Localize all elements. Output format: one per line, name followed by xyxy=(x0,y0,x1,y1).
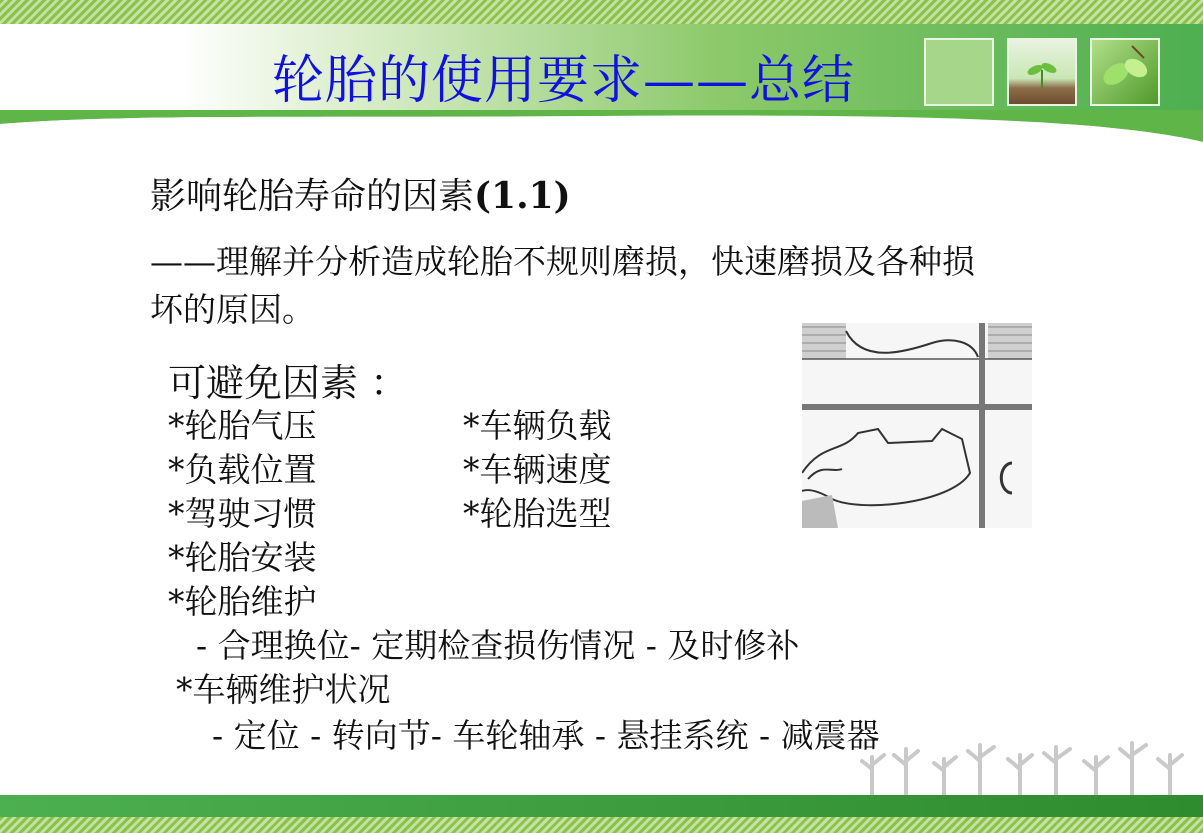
leaves-icon xyxy=(1092,40,1158,104)
description-line-2: 坏的原因。 xyxy=(150,290,315,329)
right-item: *轮胎选型 xyxy=(463,494,612,533)
tire-cross-section-figure xyxy=(802,323,1032,528)
plant-silhouette-decoration xyxy=(860,735,1190,797)
footer-band xyxy=(0,795,1203,817)
left-item: *驾驶习惯 xyxy=(168,494,317,533)
left-item: *轮胎气压 xyxy=(168,406,317,445)
section-heading: 可避免因素 ： xyxy=(168,361,409,405)
top-decorative-stripe xyxy=(0,0,1203,24)
right-item: *车辆速度 xyxy=(463,450,612,489)
thumbnail-sprout xyxy=(1007,38,1077,106)
thumbnail-leaves xyxy=(1090,38,1160,106)
maintenance-detail: - 合理换位- 定期检查损伤情况 - 及时修补 xyxy=(196,626,800,665)
left-item: *轮胎维护 xyxy=(168,582,317,621)
slide-subtitle xyxy=(150,168,571,219)
sprout-icon xyxy=(1009,40,1075,104)
vehicle-item: *车辆维护状况 xyxy=(176,670,391,709)
bottom-decorative-stripe xyxy=(0,817,1203,833)
left-item: *负载位置 xyxy=(168,450,317,489)
description-line-1: ——理解并分析造成轮胎不规则磨损，快速磨损及各种损 xyxy=(150,242,975,281)
thumbnail-plain-green xyxy=(924,38,994,106)
right-item: *车辆负载 xyxy=(463,406,612,445)
subtitle-number: (1.1) xyxy=(474,175,571,217)
header-wave xyxy=(0,110,1203,142)
vehicle-detail: - 定位 - 转向节- 车轮轴承 - 悬挂系统 - 减震器 xyxy=(212,716,880,755)
slide-title: 轮胎的使用要求——总结 xyxy=(272,51,856,111)
subtitle-text: 影响轮胎寿命的因素 xyxy=(150,176,475,217)
left-item: *轮胎安装 xyxy=(168,538,317,577)
